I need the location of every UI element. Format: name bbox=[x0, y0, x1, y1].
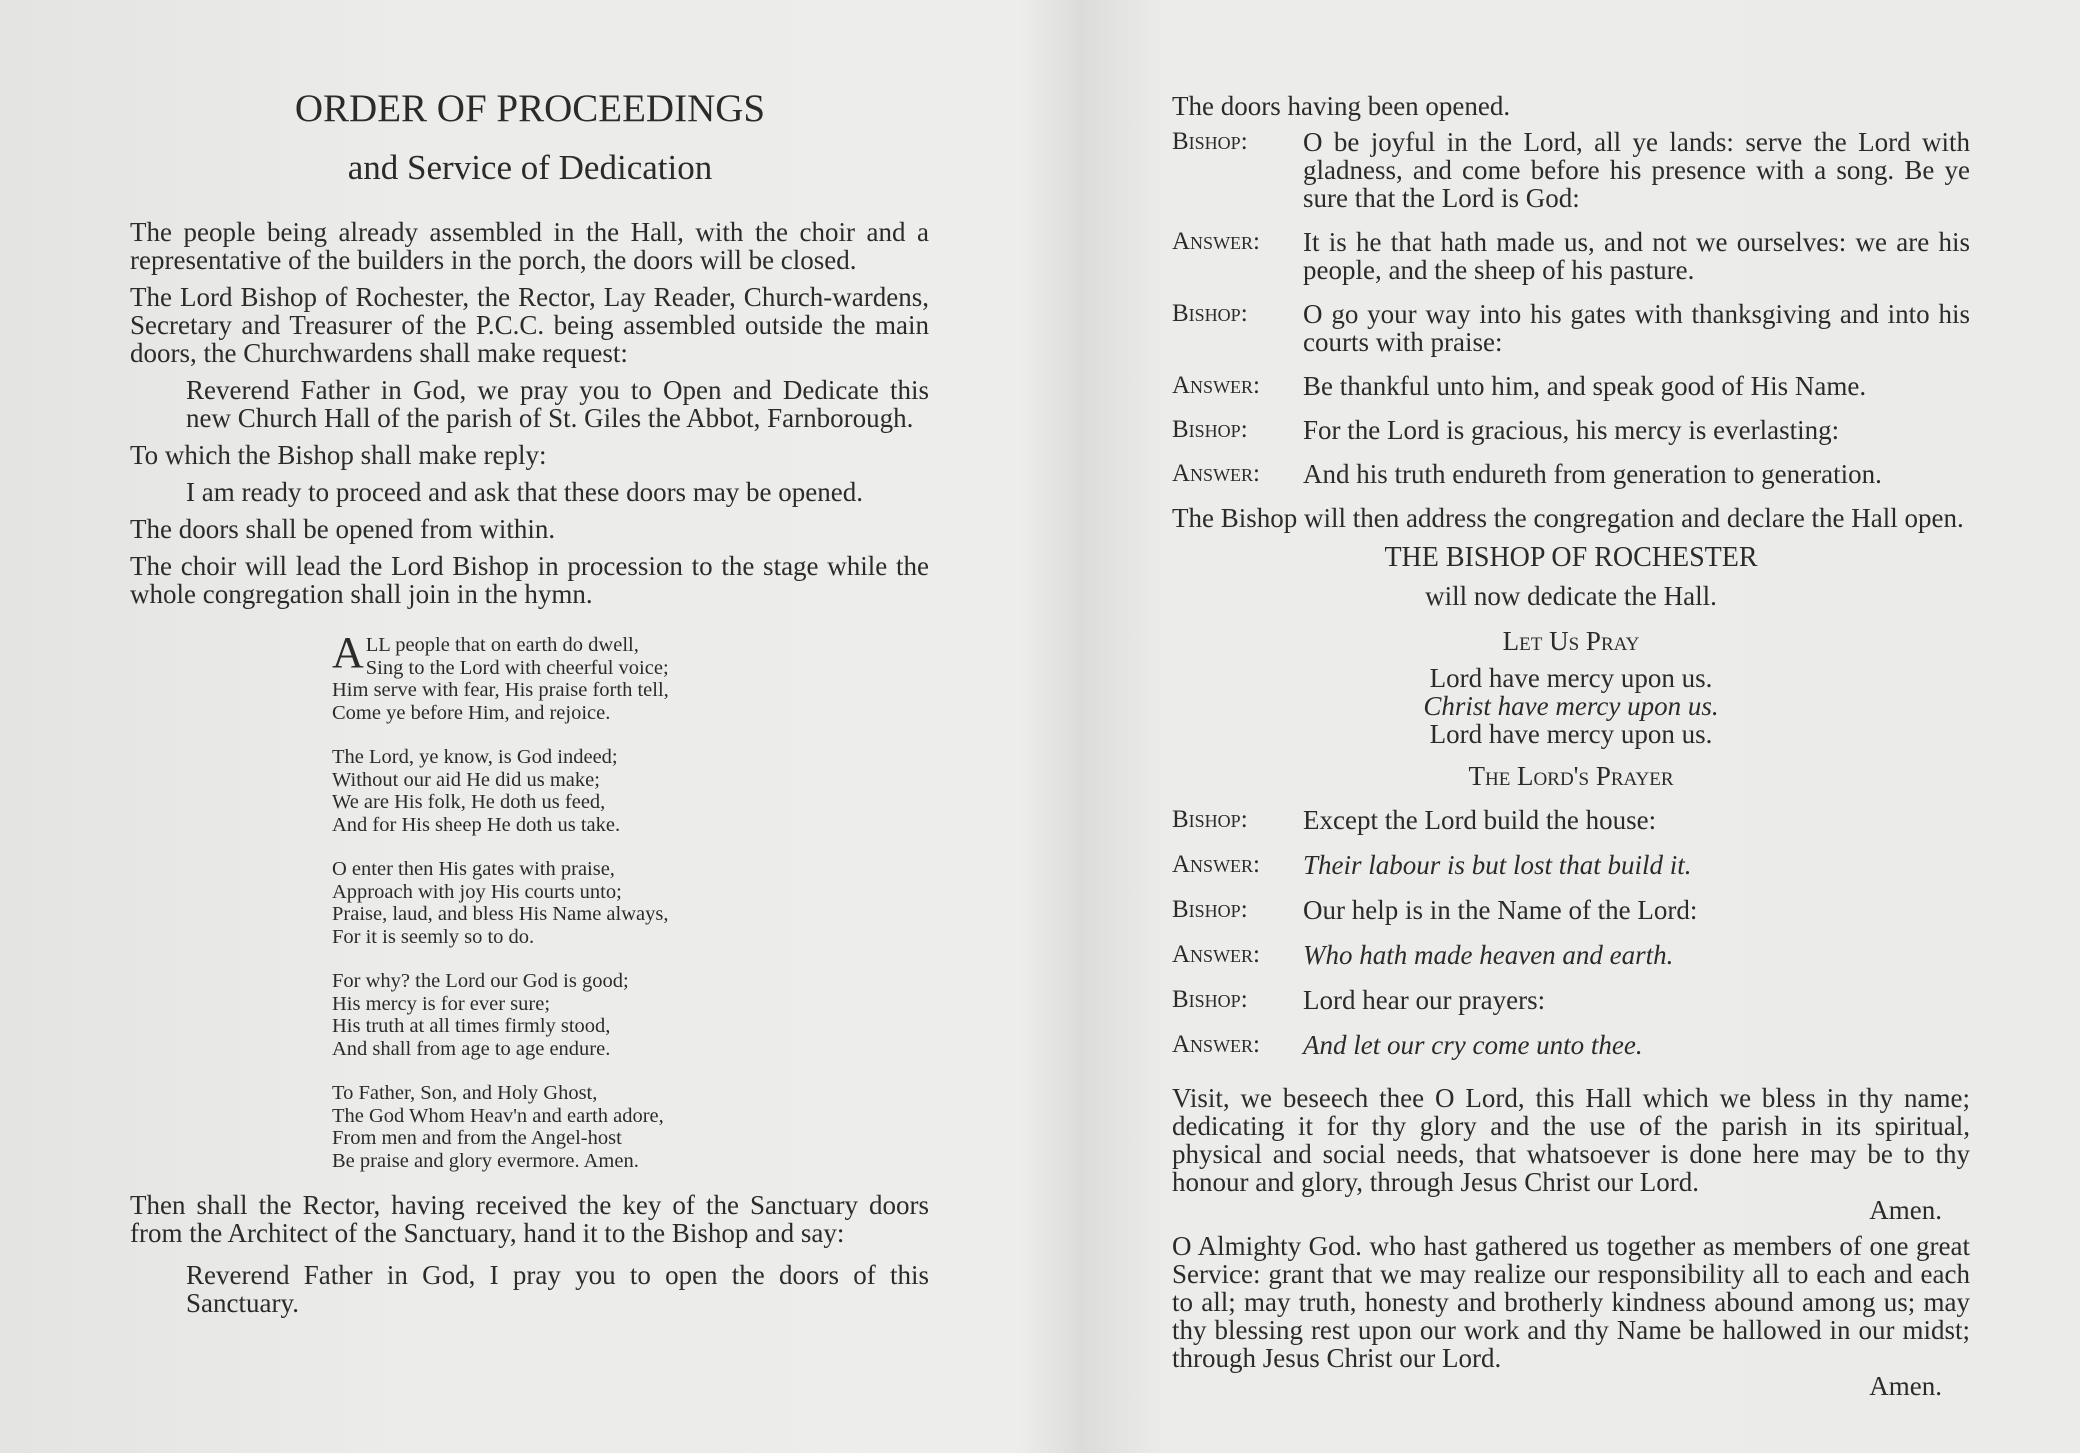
lords-prayer-heading: The Lord's Prayer bbox=[1468, 761, 1674, 791]
hymn-stanza bbox=[332, 970, 929, 1060]
kyrie-line: Christ have mercy upon us. bbox=[1423, 691, 1719, 721]
litany-row bbox=[1172, 896, 1970, 924]
prayer-amen: Amen. bbox=[1869, 1195, 1942, 1225]
speaker-label: Answer: bbox=[1172, 941, 1260, 968]
hymn-line: Without our aid He did us make; bbox=[332, 768, 600, 791]
hymn-line: For it is seemly so to do. bbox=[332, 925, 535, 948]
prayer-text: Visit, we beseech thee O Lord, this Hall which we bless in thy name; dedicating it for thy glory and the use of the parish in its spiritual, physical and social needs, that whatsoever is done here may be to thy honour and glory, through Jesus Christ our Lord. bbox=[1172, 1083, 1970, 1197]
hymn-line: Come ye before Him, and rejoice. bbox=[332, 701, 611, 724]
litany-row bbox=[1172, 986, 1970, 1014]
hymn-line: His truth at all times firmly stood, bbox=[332, 1015, 611, 1037]
response-text: For the Lord is gracious, his mercy is everlasting: bbox=[1303, 415, 1840, 445]
prayer bbox=[1172, 1084, 1970, 1224]
response-text: And let our cry come unto thee. bbox=[1303, 1030, 1643, 1060]
speaker-label: Answer: bbox=[1172, 460, 1260, 487]
speaker-label: Bishop: bbox=[1172, 806, 1248, 833]
page-title: ORDER OF PROCEEDINGS bbox=[294, 87, 766, 130]
response-text: Except the Lord build the house: bbox=[1303, 805, 1657, 835]
litany-row bbox=[1172, 128, 1970, 212]
hymn-stanza bbox=[332, 858, 929, 948]
hymn-line: LL people that on earth do dwell, bbox=[365, 634, 639, 656]
hymn-line: For why? the Lord our God is good; bbox=[332, 970, 629, 992]
paragraph: I am ready to proceed and ask that these doors may be opened. bbox=[186, 477, 864, 507]
kyrie bbox=[1172, 664, 1970, 748]
address-text: The Bishop will then address the congregation and declare the Hall open. bbox=[1172, 503, 1964, 533]
right-body bbox=[1172, 92, 1970, 1400]
response-text: Our help is in the Name of the Lord: bbox=[1303, 895, 1698, 925]
hymn-line: To Father, Son, and Holy Ghost, bbox=[332, 1082, 598, 1104]
hymn-stanza bbox=[332, 746, 929, 836]
paragraph: To which the Bishop shall make reply: bbox=[130, 440, 547, 470]
prayer-amen: Amen. bbox=[1869, 1371, 1942, 1401]
speaker-label: Answer: bbox=[1172, 228, 1260, 255]
hymn-line: Be praise and glory evermore. Amen. bbox=[332, 1149, 639, 1172]
prayer bbox=[1172, 1232, 1970, 1400]
litany-row bbox=[1172, 372, 1970, 400]
hymn-line: Approach with joy His courts unto; bbox=[332, 880, 622, 903]
closing-paragraph: Then shall the Rector, having received the key of the Sanctuary doors from the Architect of the Sanctuary, hand it to the Bishop and say: bbox=[130, 1190, 929, 1248]
hymn-line: And shall from age to age endure. bbox=[332, 1037, 611, 1060]
paragraph: The people being already assembled in the Hall, with the choir and a representative of the builders in the porch, the doors will be closed. bbox=[130, 217, 929, 275]
litany-row bbox=[1172, 300, 1970, 356]
speaker-label: Bishop: bbox=[1172, 416, 1248, 443]
response-text: It is he that hath made us, and not we ourselves: we are his people, and the sheep of his pasture. bbox=[1303, 227, 1970, 285]
response-text: Lord hear our prayers: bbox=[1303, 985, 1546, 1015]
hymn-stanza bbox=[332, 1082, 929, 1172]
hymn-line: The God Whom Heav'n and earth adore, bbox=[332, 1104, 664, 1127]
speaker-label: Answer: bbox=[1172, 1031, 1260, 1058]
speaker-label: Bishop: bbox=[1172, 128, 1248, 155]
litany-row bbox=[1172, 941, 1970, 969]
speaker-label: Bishop: bbox=[1172, 300, 1248, 327]
kyrie-line: Lord have mercy upon us. bbox=[1429, 719, 1713, 749]
drop-cap: A bbox=[332, 628, 364, 677]
hymn-stanza bbox=[332, 628, 929, 724]
litany-row bbox=[1172, 1031, 1970, 1059]
response-text: Who hath made heaven and earth. bbox=[1303, 940, 1674, 970]
response-text: O be joyful in the Lord, all ye lands: serve the Lord with gladness, and come before his presence with a song. Be ye sure that the Lord is God: bbox=[1303, 127, 1970, 213]
prayer-text: O Almighty God. who hast gathered us together as members of one great Service: grant that we may realize our responsibility all to each and each to all; may truth, honesty and brotherly kindness abound among us; may thy blessing rest upon our work and thy Name be hallowed in our midst; through Jesus Christ our Lord. bbox=[1172, 1231, 1970, 1373]
paragraph: The Lord Bishop of Rochester, the Rector, Lay Reader, Church-wardens, Secretary and Treasurer of the P.C.C. being assembled outside the main doors, the Churchwardens shall make request: bbox=[130, 282, 929, 368]
dedication-heading: THE BISHOP OF ROCHESTER bbox=[1384, 542, 1758, 573]
hymn-line: His mercy is for ever sure; bbox=[332, 992, 551, 1015]
hymn-line: Praise, laud, and bless His Name always, bbox=[332, 903, 669, 925]
response-text: Their labour is but lost that build it. bbox=[1303, 850, 1692, 880]
paragraph: The doors shall be opened from within. bbox=[130, 514, 556, 544]
speaker-label: Bishop: bbox=[1172, 896, 1248, 923]
left-body bbox=[130, 218, 929, 1317]
response-text: Be thankful unto him, and speak good of His Name. bbox=[1303, 371, 1867, 401]
litany-row bbox=[1172, 416, 1970, 444]
paragraph: The choir will lead the Lord Bishop in procession to the stage while the whole congregation shall join in the hymn. bbox=[130, 551, 929, 609]
intro-text: The doors having been opened. bbox=[1172, 91, 1511, 121]
speaker-label: Answer: bbox=[1172, 851, 1260, 878]
litany-row bbox=[1172, 460, 1970, 488]
hymn-line: The Lord, ye know, is God indeed; bbox=[332, 746, 618, 768]
hymn-line: O enter then His gates with praise, bbox=[332, 858, 615, 880]
litany-row bbox=[1172, 228, 1970, 284]
litany-row bbox=[1172, 806, 1970, 834]
page-subtitle: and Service of Dedication bbox=[347, 148, 713, 187]
response-text: And his truth endureth from generation to generation. bbox=[1303, 459, 1882, 489]
let-us-pray-heading: Let Us Pray bbox=[1502, 626, 1640, 656]
hymn-line: We are His folk, He doth us feed, bbox=[332, 791, 606, 813]
hymn bbox=[332, 628, 929, 1172]
speaker-label: Bishop: bbox=[1172, 986, 1248, 1013]
speaker-label: Answer: bbox=[1172, 372, 1260, 399]
hymn-line: Sing to the Lord with cheerful voice; bbox=[365, 656, 669, 679]
response-text: O go your way into his gates with thanksgiving and into his courts with praise: bbox=[1303, 299, 1970, 357]
paragraph: Reverend Father in God, we pray you to Open and Dedicate this new Church Hall of the parish of St. Giles the Abbot, Farnborough. bbox=[186, 375, 929, 433]
dedication-subheading: will now dedicate the Hall. bbox=[1425, 581, 1717, 611]
hymn-line: Him serve with fear, His praise forth tell, bbox=[332, 679, 669, 701]
kyrie-line: Lord have mercy upon us. bbox=[1429, 663, 1713, 693]
hymn-line: From men and from the Angel-host bbox=[332, 1127, 622, 1149]
closing-paragraph: Reverend Father in God, I pray you to open the doors of this Sanctuary. bbox=[186, 1260, 929, 1318]
hymn-line: And for His sheep He doth us take. bbox=[332, 813, 621, 836]
litany-row bbox=[1172, 851, 1970, 879]
